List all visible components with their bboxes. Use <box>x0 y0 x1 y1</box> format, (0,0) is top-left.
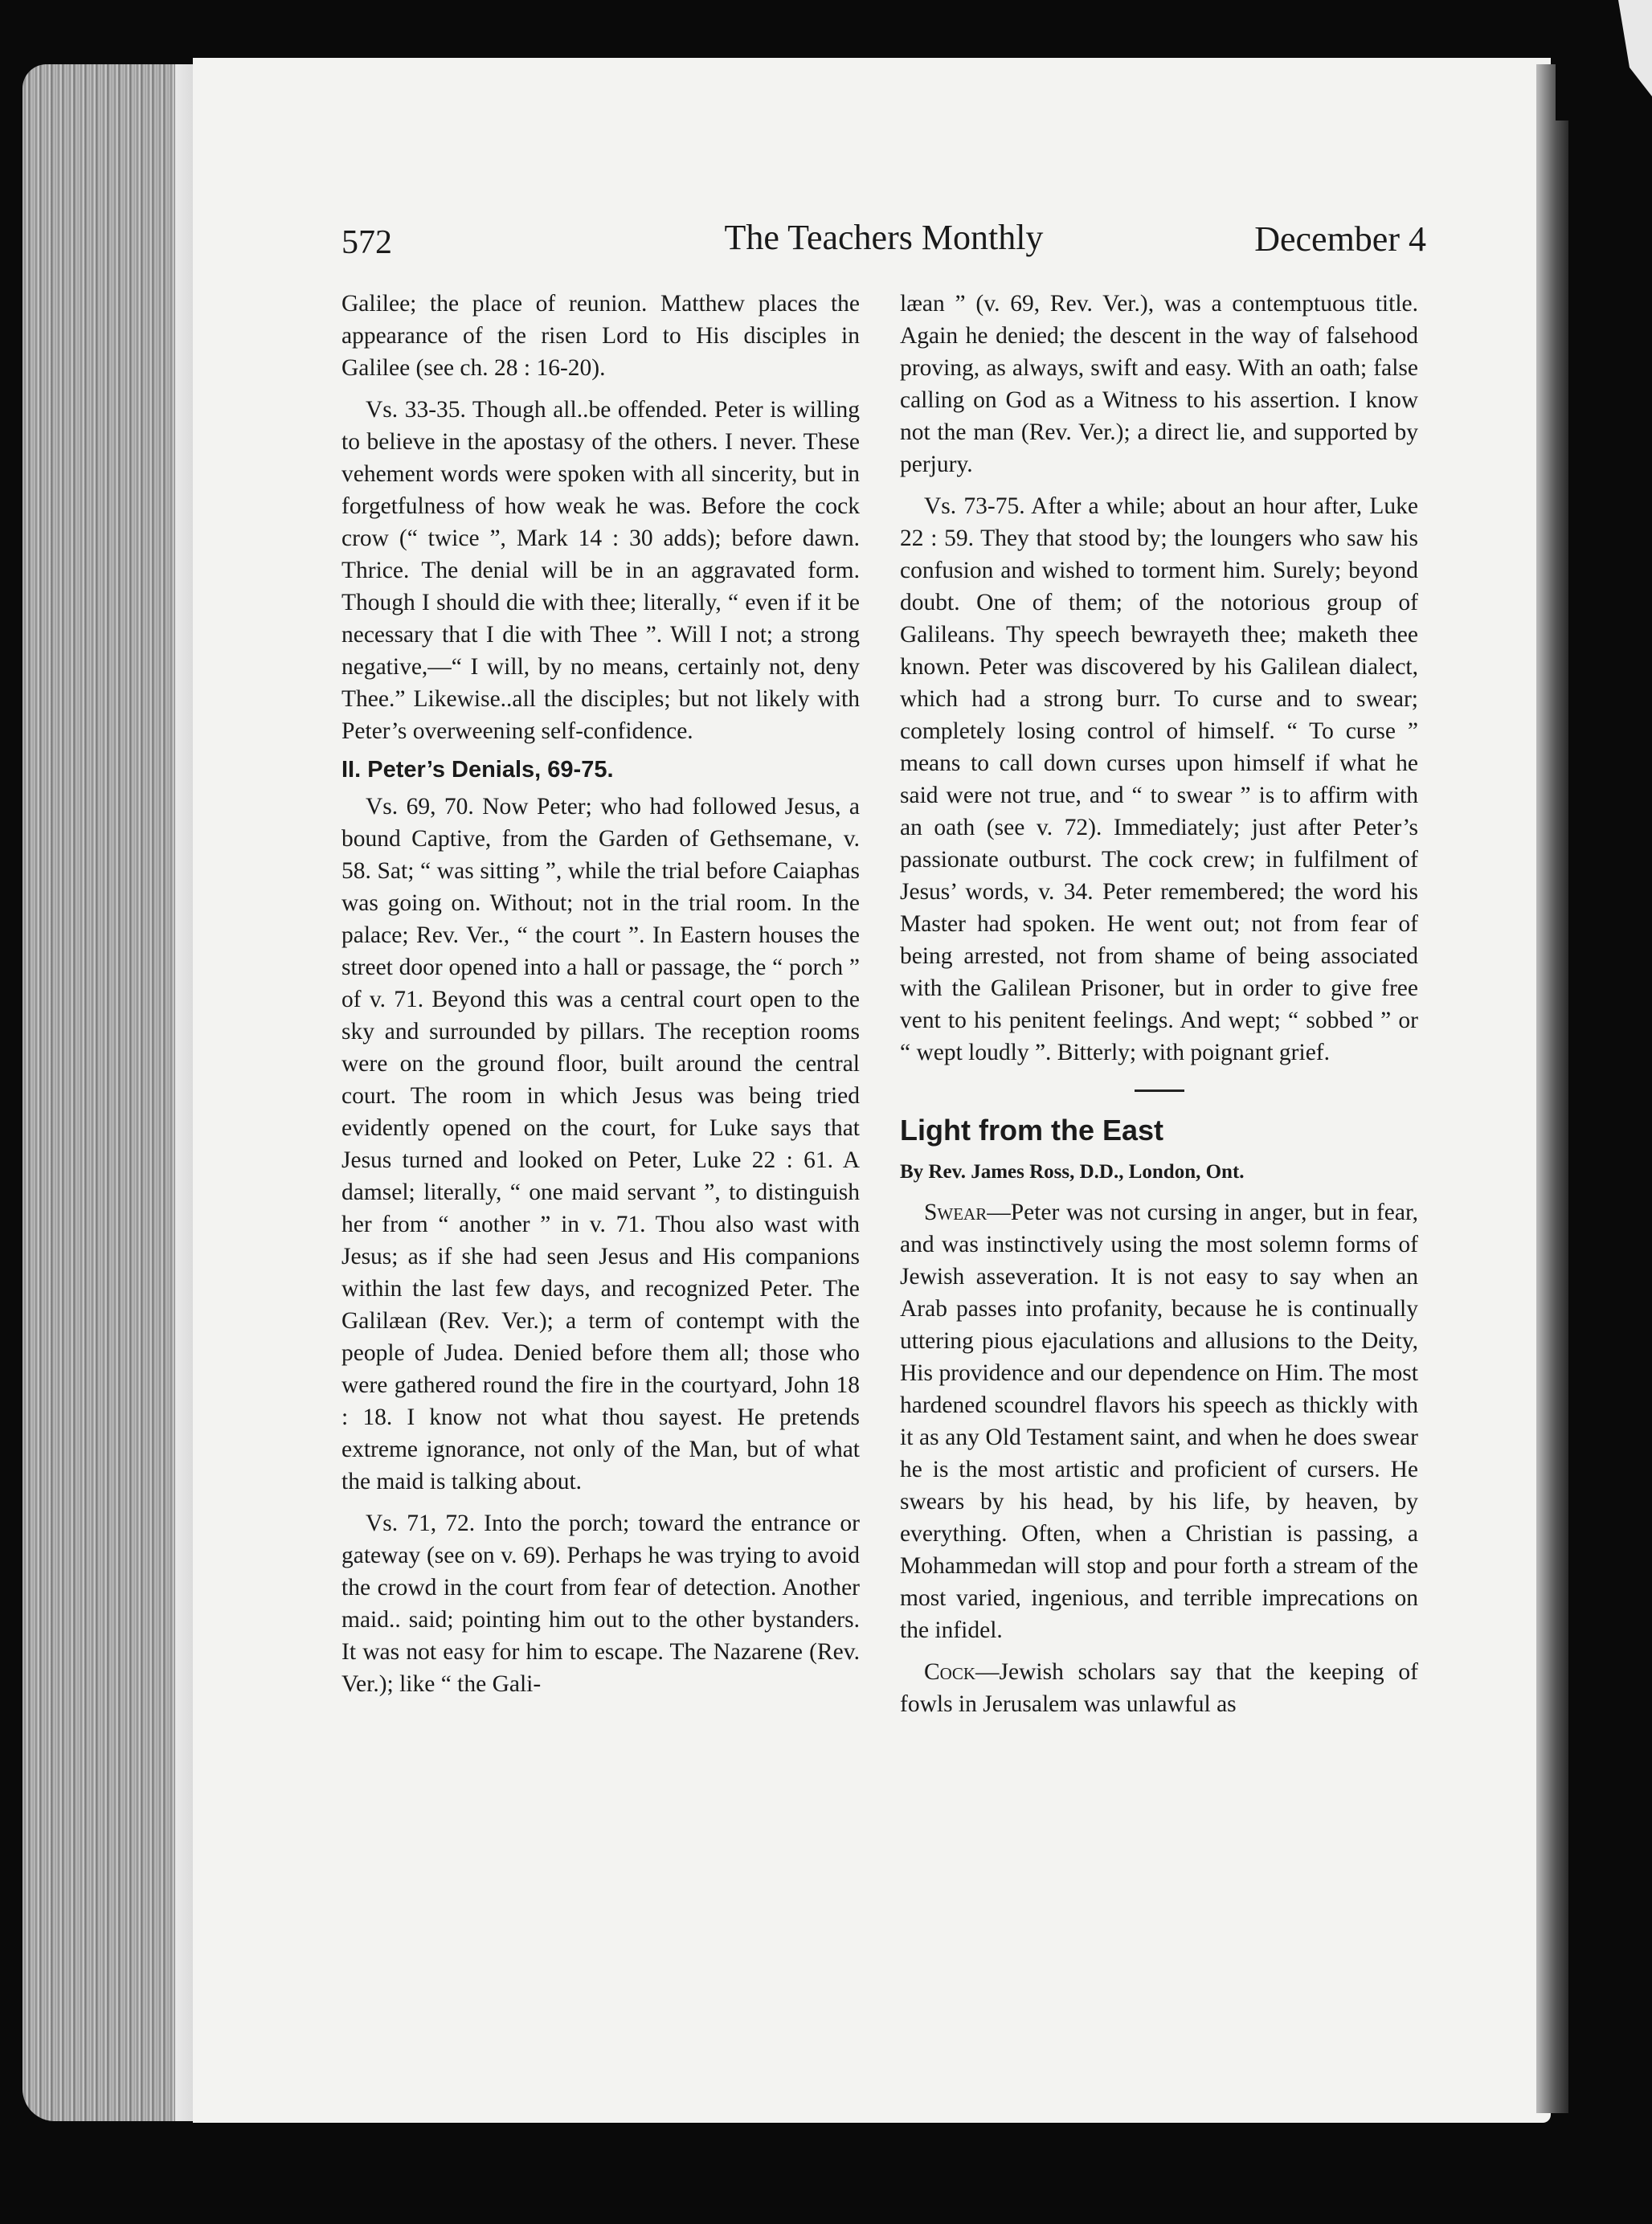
paragraph: Vs. 33-35. Though all..be offended. Peter is willing to believe in the apostasy of the others. I never. These vehement words were spoken with all sincerity, but in forgetfulness of how weak he was. Before the cock crow (“ twice ”, Mark 14 : 30 adds); before dawn. Thrice. The denial will be in an aggravated form. Though I should die with thee; literally, “ even if it be necessary that I die with Thee ”. Will I not; a strong negative,—“ I will, by no means, certainly not, deny Thee.” Likewise..all the disciples; but not likely with Peter’s overweening self-confidence. <box>341 397 860 744</box>
section-heading: II. Peter’s Denials, 69-75. <box>341 757 614 783</box>
section-divider <box>1135 1090 1184 1092</box>
left-column <box>341 288 860 1700</box>
next-page-corner <box>1596 0 1652 96</box>
article-byline: By Rev. James Ross, D.D., London, Ont. <box>900 1161 1245 1183</box>
paragraph: Galilee; the place of reunion. Matthew places the appearance of the risen Lord to His disciples in Galilee (see ch. 28 : 16-20). <box>341 291 860 381</box>
page-number: 572 <box>341 224 392 261</box>
article-title: Light from the East <box>900 1114 1164 1147</box>
paragraph <box>900 1196 1418 1646</box>
term-swear-text: —Peter was not cursing in anger, but in fear, and was instinctively using the most solemn forms of Jewish asseveration. It is not easy to say when an Arab passes into profanity, because he is continually uttering pious ejaculations and allusions to the Deity, His providence and our dependence on Him. The most hardened scoundrel flavors his speech as thickly with it as any Old Testament saint, and when he does swear he is the most artistic and proficient of cursers. He swears by his head, by his life, by heaven, by everything. Often, when a Christian is passing, a Mohammedan will stop and pour forth a stream of the most varied, ingenious, and terrible imprecations on the infidel. <box>900 1200 1418 1643</box>
term-swear: Swear <box>924 1200 988 1225</box>
issue-date: December 4 <box>1254 219 1426 259</box>
paragraph: Vs. 69, 70. Now Peter; who had followed Jesus, a bound Captive, from the Garden of Gethsemane, v. 58. Sat; “ was sitting ”, while the trial before Caiaphas was going on. Without; not in the trial room. In the palace; Rev. Ver., “ the court ”. In Eastern houses the street door opened into a hall or passage, the “ porch ” of v. 71. Beyond this was a central court open to the sky and surrounded by pillars. The reception rooms were on the ground floor, built around the central court. The room in which Jesus was being tried evidently opened on the court, for Luke says that Jesus turned and looked on Peter, Luke 22 : 61. A damsel; literally, “ one maid servant ”, to distinguish her from “ another ” in v. 71. Thou also wast with Jesus; as if she had seen Jesus and His companions within the last few days, and recognized Peter. The Galilæan (Rev. Ver.); a term of contempt with the people of Judea. Denied before them all; those who were gathered round the fire in the courtyard, John 18 : 18. I know not what thou sayest. He pretends extreme ignorance, not only of the Man, but of what the maid is talking about. <box>341 794 860 1494</box>
term-cock-text: —Jewish scholars say that the keeping of fowls in Jerusalem was unlawful as <box>900 1659 1418 1717</box>
term-cock: Cock <box>924 1659 976 1685</box>
paragraph: læan ” (v. 69, Rev. Ver.), was a contemptuous title. Again he denied; the descent in the way of falsehood proving, as always, swift and easy. With an oath; false calling on God as a Witness to his assertion. I know not the man (Rev. Ver.); a direct lie, and supported by perjury. <box>900 291 1418 477</box>
background-corner <box>1556 0 1652 121</box>
book-gutter-shadow <box>1536 64 1568 2113</box>
paragraph: Vs. 71, 72. Into the porch; toward the entrance or gateway (see on v. 69). Perhaps he was trying to avoid the crowd in the court from fear of detection. Another maid.. said; pointing him out to the other bystanders. It was not easy for him to escape. The Nazarene (Rev. Ver.); like “ the Gali- <box>341 1511 860 1697</box>
paragraph: Vs. 73-75. After a while; about an hour after, Luke 22 : 59. They that stood by; the loungers who saw his confusion and wished to torment him. Surely; beyond doubt. One of them; of the notorious group of Galileans. Thy speech bewrayeth thee; maketh thee known. Peter was discovered by his Galilean dialect, which had a strong burr. To curse and to swear; completely losing control of himself. “ To curse ” means to call down curses upon himself if what he said were not true, and “ to swear ” is to affirm with an oath (see v. 72). Immediately; just after Peter’s passionate outburst. The cock crew; in fulfilment of Jesus’ words, v. 34. Peter remembered; the word his Master had spoken. He went out; not from fear of being arrested, not from shame of being associated with the Galilean Prisoner, but in order to give free vent to his penitent feelings. And wept; “ sobbed ” or “ wept loudly ”. Bitterly; with poignant grief. <box>900 493 1418 1065</box>
running-title: The Teachers Monthly <box>724 218 1044 257</box>
paragraph <box>900 1656 1418 1720</box>
right-column <box>900 288 1418 1720</box>
page-header <box>341 217 1426 273</box>
book-page-edges <box>22 64 207 2121</box>
